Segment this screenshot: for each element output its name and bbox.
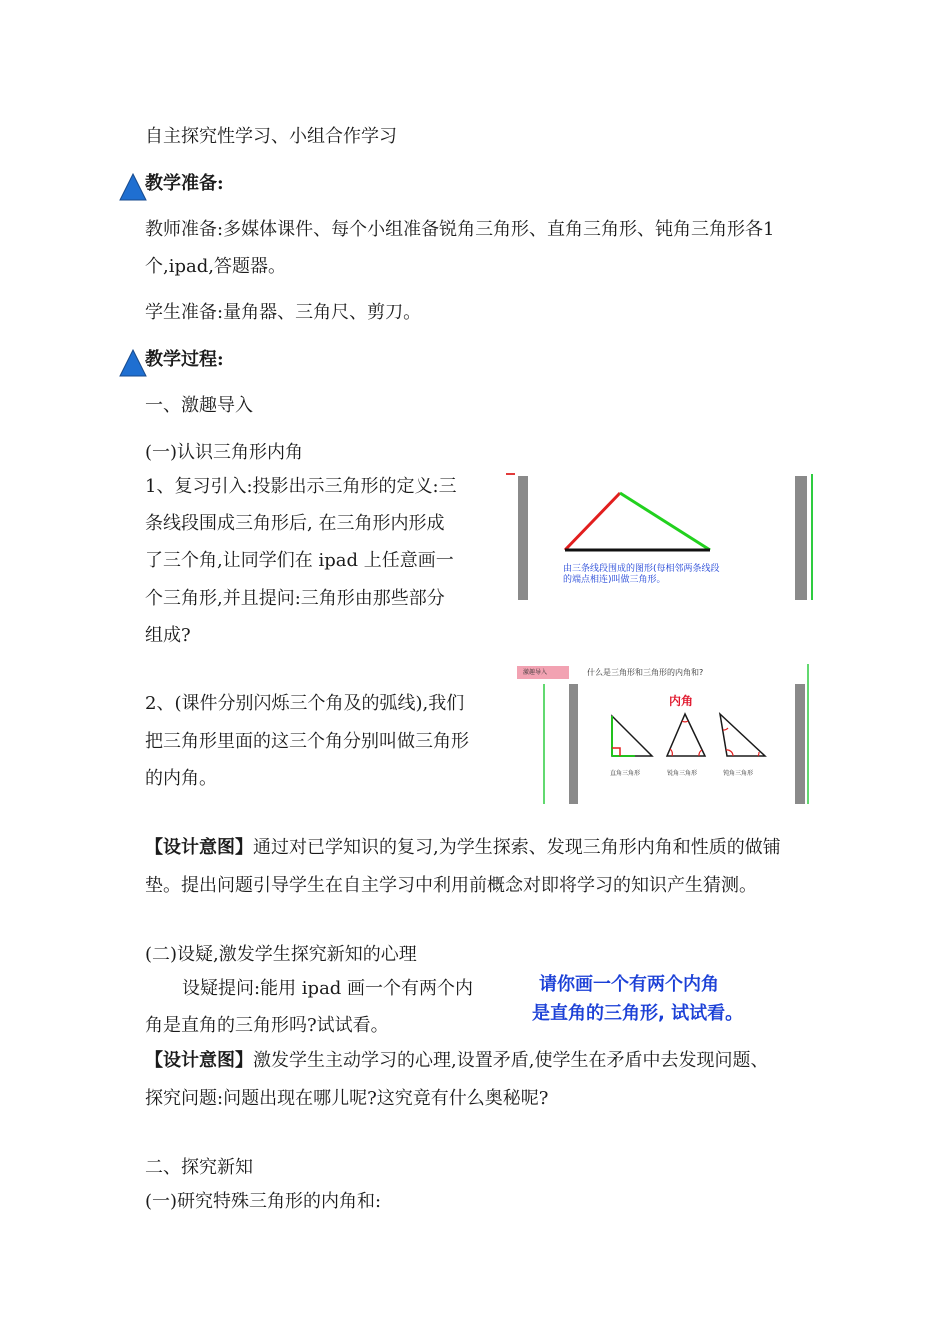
slide2-label-right: 直角三角形 [610,770,641,777]
slide3-line-1: 请你画一个有两个内角 [539,974,719,995]
design-intent-text: 通过对已学知识的复习,为学生探索、发现三角形内角和性质的做铺 [253,837,781,858]
design-intent-line [145,1050,768,1072]
slide2-question: 什么是三角形和三角形的内角和? [587,668,704,677]
design-intent-line-cont: 垫。提出问题引导学生在自主学习中利用前概念对即将学习的知识产生猜测。 [145,875,757,896]
paragraph-line: 1、复习引入:投影出示三角形的定义:三 [145,476,457,497]
slide2-label-acute: 锐角三角形 [667,770,698,777]
line-teacher-prep: 教师准备:多媒体课件、每个小组准备锐角三角形、直角三角形、钝角三角形各1 [145,219,775,240]
question-line-cont: 角是直角的三角形吗?试试看。 [145,1015,389,1036]
slide2-tag: 激趣导入 [523,669,548,676]
paragraph-line: 个三角形,并且提问:三角形由那些部分 [145,588,445,609]
slide3-line-2: 是直角的三角形, 试试看。 [532,1003,744,1024]
subsection-title: (二)设疑,激发学生探究新知的心理 [145,944,417,965]
subsection-title: (一)研究特殊三角形的内角和: [145,1191,382,1212]
design-intent-line-cont: 探究问题:问题出现在哪儿呢?这究竟有什么奥秘呢? [145,1088,549,1109]
slide1-caption-1: 由三条线段围成的图形(每相邻两条线段 [563,564,720,574]
slide2-label-obtuse: 钝角三角形 [723,770,754,777]
slide2-title: 内角 [669,694,694,708]
paragraph-line: 把三角形里面的这三个角分别叫做三角形 [145,731,469,752]
slide-interior-angles-graphic [515,662,815,806]
line-teacher-prep-cont: 个,ipad,答题器。 [145,256,286,277]
design-intent-tag: 【设计意图】 [145,1050,253,1071]
heading-process: 教学过程: [145,349,224,370]
section-two-title: 二、探究新知 [145,1157,253,1178]
section-one-title: 一、激趣导入 [145,395,253,416]
question-line: 设疑提问:能用 ipad 画一个有两个内 [182,978,474,999]
line-student-prep: 学生准备:量角器、三角尺、剪刀。 [145,302,422,323]
line-learning-mode: 自主探究性学习、小组合作学习 [145,126,397,147]
design-intent-tag: 【设计意图】 [145,837,253,858]
design-intent-text: 激发学生主动学习的心理,设置矛盾,使学生在矛盾中去发现问题、 [253,1050,769,1071]
slide-draw-prompt [525,968,815,1032]
slide-interior-angles [515,662,815,806]
slide-triangle-definition [505,470,815,604]
paragraph-line: 条线段围成三角形后, 在三角形内形成 [145,513,445,534]
heading-preparation: 教学准备: [145,173,224,194]
design-intent-line [145,837,781,859]
paragraph-line: 组成? [145,625,191,646]
subsection-title: (一)认识三角形内角 [145,442,304,463]
triangle-bullet-icon [118,172,148,202]
paragraph-line: 了三个角,让同学们在 ipad 上任意画一 [145,550,454,571]
paragraph-line: 2、(课件分别闪烁三个角及的弧线),我们 [145,693,465,714]
triangle-bullet-icon [118,348,148,378]
slide1-caption-2: 的端点相连)叫做三角形。 [563,575,666,585]
paragraph-line: 的内角。 [145,768,217,789]
